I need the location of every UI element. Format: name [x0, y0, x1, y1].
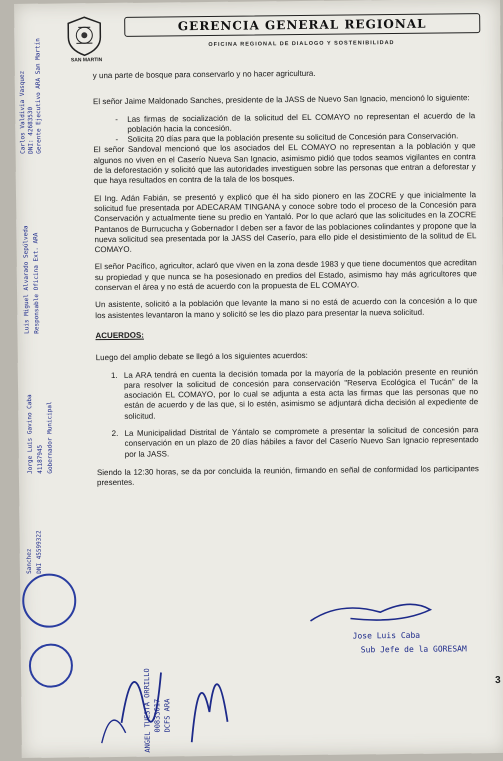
signature-area [80, 589, 502, 757]
signature-role: Sub Jefe de la GORESAM [360, 644, 467, 655]
signature-dni: 00833617 [153, 698, 162, 733]
page-number: 3 [495, 674, 501, 686]
agreements-heading: ACUERDOS: [95, 330, 144, 341]
seal-caption: SAN MARTIN [70, 57, 103, 64]
document-subtitle: OFICINA REGIONAL DE DIALOGO Y SOSTENIBILIDAD [208, 40, 395, 48]
signature-name: Jose Luis Caba [352, 630, 421, 641]
document-body [93, 67, 479, 495]
margin-note: Jorge Luis Gavino Caba [26, 394, 34, 474]
margin-note: 41187945 [36, 444, 44, 474]
signature-role: DCFS ARA [163, 698, 172, 733]
margin-note: DNI 45599322 [35, 530, 43, 574]
regional-seal-icon [62, 15, 107, 63]
margin-note: Gerente Ejecutivo ARA San Martín [34, 38, 43, 154]
agreement-item: 2. La Municipalidad Distrital de Yántalo se compromete a presentar la solicitud de concesión para conservación en un plazo de 20 días hábiles a favor del Caserío Nuevo San Ignacio representado por la JASS. [120, 425, 478, 460]
paragraph-pacifico: El señor Pacífico, agricultor, aclaró que viven en la zona desde 1983 y que tiene documentos que acreditan su propiedad y que nunca se ha posesionado en predios del Estado, asimismo hay más agricultores que conservan el área y no está de acuerdo con la propuesta de EL COMAYO. [94, 258, 477, 293]
list-item: - Solicita 20 días para que la población presente su solicitud de Concesión para Conservación. [127, 131, 475, 145]
paragraph-fabian: El Ing. Adán Fabián, se presentó y explicó que él ha sido pionero en las ZOCRE y que inicialmente la solicitud fue presentada por ADECARAM TINGANA y conoce sobre todo el proceso de la Concesión para Conservación y actualmente tiene su predio en Yantaló. Por lo que aclaró que las solicitudes en la ZOCRE Pantanos de Burrucucha y Gobernador I deben ser a favor de las poblaciones colindantes y propone que la nueva solicitud sea presentada por la JASS del Caserío, para ello pide el desistimiento de la solitud de EL COMAYO. [93, 189, 477, 255]
margin-note: Gobernador Municipal [46, 401, 54, 474]
signature-name: ANGEL TUESTA ORRILLO [142, 668, 152, 753]
margin-note: Luis Miguel Alvarado Sepúlveda [22, 225, 31, 334]
closing-statement: Siendo la 12:30 horas, se da por concluida la reunión, firmando en señal de conformidad los participantes presentes. [96, 464, 479, 488]
agreements-list [120, 367, 479, 460]
agreement-item: 1. La ARA tendrá en cuenta la decisión tomada por la mayoría de la población presente en reunión para resolver la solicitud de concesión para conservación "Reserva Ecológica el Tucán" de la asociación EL COMAYO, por lo cual se adjunta a esta acta las firmas que las personas que no están de acuerdo y de las que, si lo estén, asimismo se adjuntará dicha decisión al expediente de solicitud. [120, 367, 479, 422]
document-title: GERENCIA GENERAL REGIONAL [124, 13, 480, 37]
maldonado-points [127, 111, 475, 146]
list-item: - Las firmas de socialización de la solicitud del EL COMAYO no representan el acuerdo de la población hacia la concesión. [127, 111, 475, 135]
circular-stamp-icon [29, 643, 73, 687]
paragraph-sandoval: El señor Sandoval mencionó que los asociados del EL COMAYO no representan a la población y que algunos no viven en el Caserío Nueva San Ignacio, asimismo pidió que todos seamos vigilantes en contra de la deforestación y solicitó que las autoridades investiguen sobre las personas que entran a deforestar y que haya resultados en contra de la tala de los bosques. [93, 141, 476, 186]
margin-note: Responsable Oficina Ext. ARA [32, 232, 41, 334]
paragraph-asistente: Un asistente, solicitó a la población que levante la mano si no está de acuerdo con la concesión a lo que los asistentes levantaron la mano y solicitó se les dio plazo para presentar la nueva solicitud. [95, 296, 478, 320]
intro-line: y una parte de bosque para conservarlo y no hacer agricultura. [92, 68, 316, 81]
letterhead [62, 9, 483, 65]
margin-note: DNI: 42683530 [27, 106, 35, 154]
paragraph-maldonado: El señor Jaime Maldonado Sanches, presidente de la JASS de Nuevo San Ignacio, mencionó lo siguiente: [92, 93, 470, 107]
margin-note: Carlos Valdivia Vasquez [18, 70, 27, 154]
circular-stamp-icon [22, 573, 77, 628]
margin-note: Sanchez [25, 548, 33, 574]
agreements-intro: Luego del amplio debate se llegó a los siguientes acuerdos: [95, 351, 308, 363]
document-page [14, 0, 503, 758]
